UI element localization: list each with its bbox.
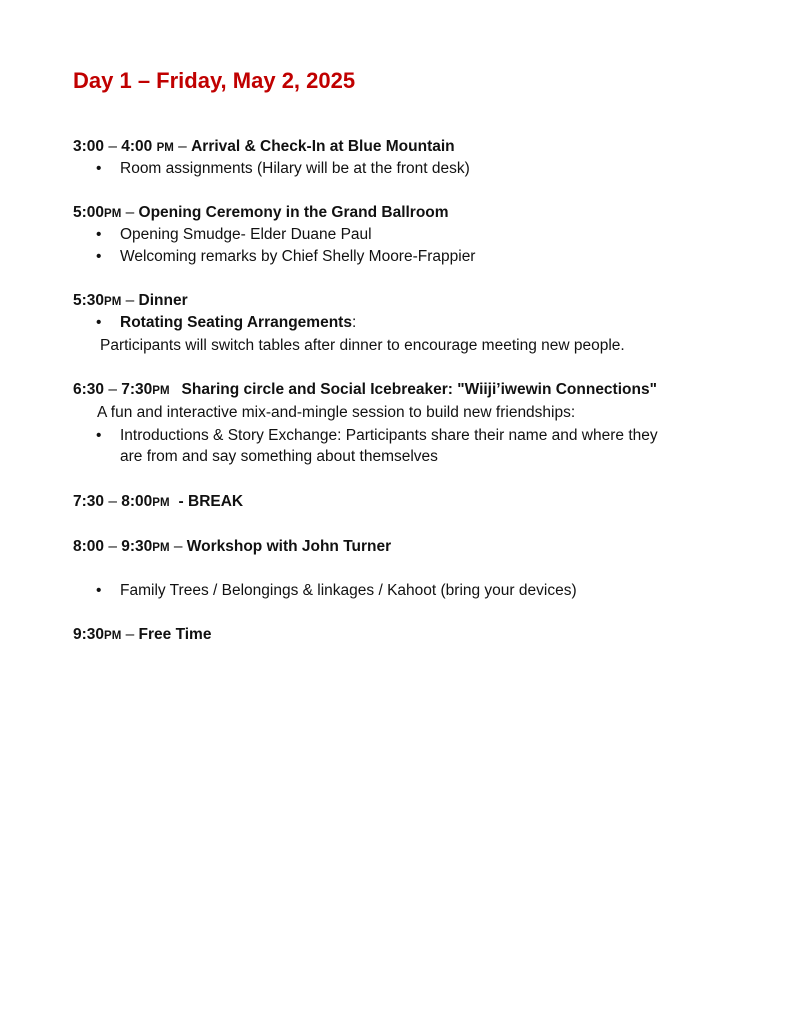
list-item-text: Opening Smudge- Elder Duane Paul [120, 226, 372, 243]
time-suffix: PM [152, 385, 170, 397]
session-arrival-heading [73, 137, 455, 158]
session-dinner-heading [73, 291, 188, 312]
session-title: - BREAK [178, 493, 244, 510]
title-dash: – [121, 204, 139, 221]
session-free-time-heading [73, 625, 211, 646]
list-item-text: Welcoming remarks by Chief Shelly Moore-Frappier [120, 248, 476, 265]
bullet-icon: • [96, 314, 102, 331]
time-dash: – [104, 538, 122, 555]
list-item-bold-text: Rotating Seating Arrangements [120, 314, 352, 331]
session-sharing-circle-heading [73, 380, 657, 401]
end-time: 4:00 [121, 138, 157, 155]
end-time: 7:30 [121, 381, 153, 398]
list-item-text: Family Trees / Belongings & linkages / Kahoot (bring your devices) [120, 582, 577, 599]
end-time: 8:00 [121, 493, 153, 510]
start-time: 5:30 [73, 292, 105, 309]
time-suffix: PM [104, 296, 122, 308]
list-item [96, 581, 577, 601]
session-opening-heading [73, 203, 449, 224]
end-time: 9:30 [121, 538, 153, 555]
session-break-heading [73, 492, 243, 513]
list-item-text: Introductions & Story Exchange: Participants share their name and where they [120, 427, 658, 444]
session-title: Workshop with John Turner [186, 538, 392, 555]
time-suffix: PM [104, 630, 122, 642]
list-item-continuation: are from and say something about themselves [120, 448, 438, 465]
start-time: 6:30 [73, 381, 105, 398]
time-dash: – [104, 138, 122, 155]
list-item [96, 225, 372, 245]
bullet-icon: • [96, 248, 102, 265]
session-intro: A fun and interactive mix-and-mingle session to build new friendships: [97, 404, 576, 421]
start-time: 3:00 [73, 138, 105, 155]
start-time: 7:30 [73, 493, 105, 510]
time-suffix: PM [152, 542, 170, 554]
time-suffix: PM [104, 208, 122, 220]
start-time: 8:00 [73, 538, 105, 555]
bullet-icon: • [96, 226, 102, 243]
session-title: Dinner [138, 292, 188, 309]
title-dash: – [169, 538, 187, 555]
time-dash: – [104, 381, 122, 398]
dinner-note: Participants will switch tables after dinner to encourage meeting new people. [100, 337, 625, 354]
start-time: 9:30 [73, 626, 105, 643]
bullet-icon: • [96, 427, 102, 444]
time-suffix: PM [156, 142, 174, 154]
session-title: Opening Ceremony in the Grand Ballroom [138, 204, 449, 221]
list-item [96, 426, 658, 446]
start-time: 5:00 [73, 204, 105, 221]
list-item-suffix: : [351, 314, 357, 331]
session-workshop-heading [73, 537, 391, 558]
list-item-text: Room assignments (Hilary will be at the front desk) [120, 160, 470, 177]
bullet-icon: • [96, 160, 102, 177]
bullet-icon: • [96, 582, 102, 599]
session-title: Sharing circle and Social Icebreaker: "Wiiji’iwewin Connections" [181, 381, 657, 398]
title-dash: – [121, 626, 139, 643]
time-suffix: PM [152, 497, 170, 509]
list-item [96, 159, 470, 179]
time-dash: – [104, 493, 122, 510]
session-title: Free Time [138, 626, 212, 643]
title-dash: – [121, 292, 139, 309]
list-item [96, 247, 475, 267]
list-item [96, 313, 356, 333]
title-dash: – [173, 138, 192, 155]
session-title: Arrival & Check-In at Blue Mountain [191, 138, 455, 155]
page-title: Day 1 – Friday, May 2, 2025 [73, 68, 356, 93]
